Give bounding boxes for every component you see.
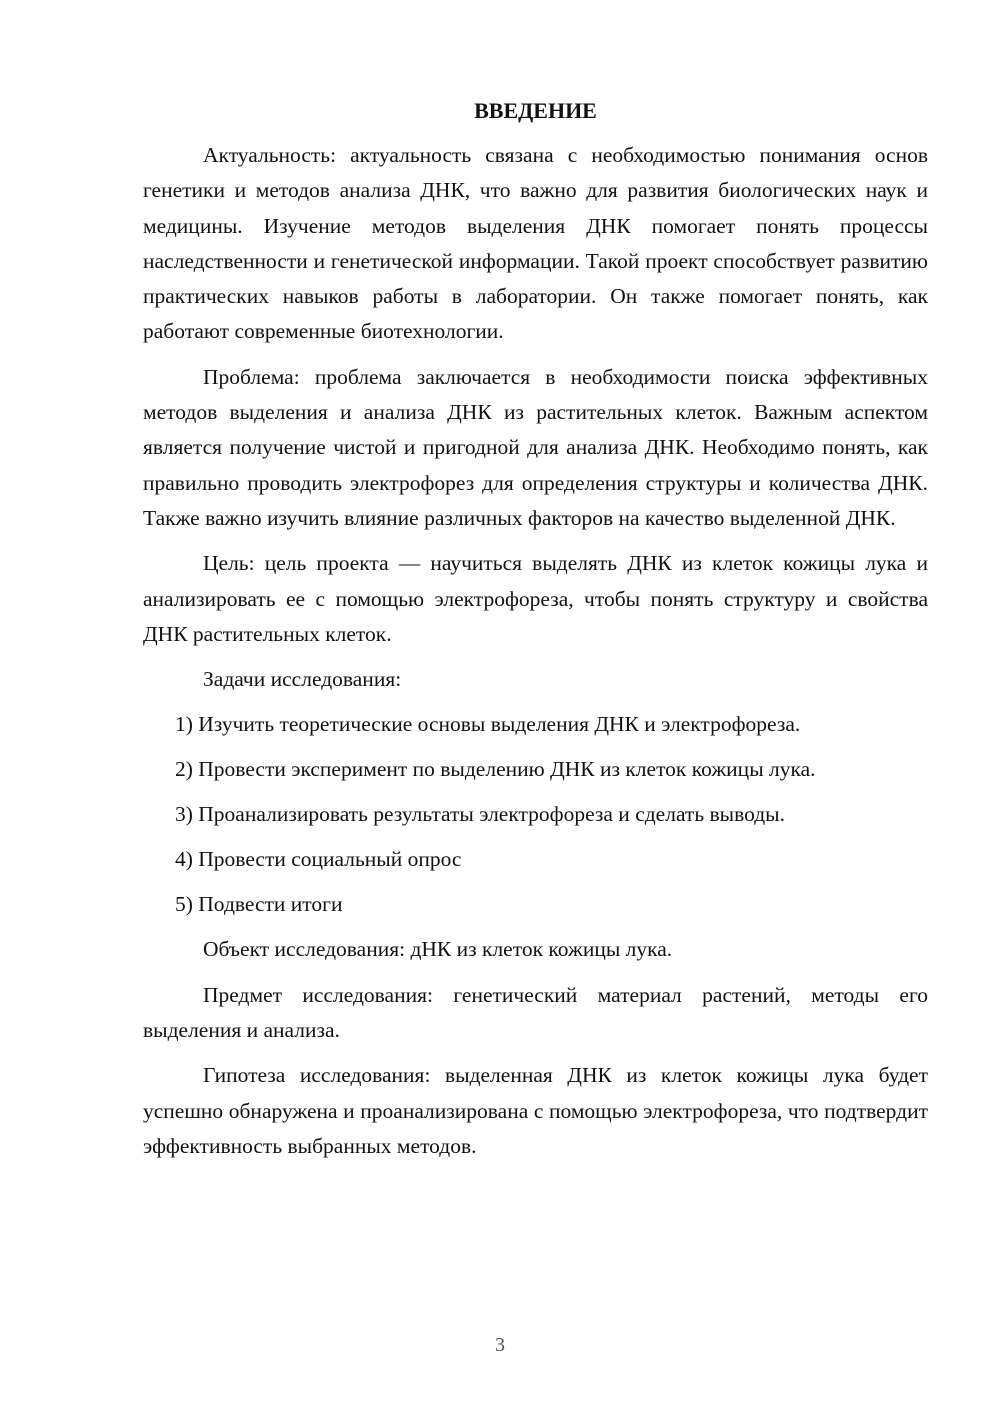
paragraph-problem: Проблема: проблема заключается в необходимости поиска эффективных методов выделения и анализа ДНК из растительных клеток. Важным аспектом является получение чистой и пригодной для анализа ДНК. Необходимо понять, как правильно проводить электрофорез для определения структуры и количества ДНК. Также важно изучить влияние различных факторов на качество выделенной ДНК.: [143, 364, 928, 530]
paragraph-hypothesis: Гипотеза исследования: выделенная ДНК из клеток кожицы лука будет успешно обнаружена и проанализирована с помощью электрофореза, что подтвердит эффективность выбранных методов.: [143, 1063, 928, 1158]
paragraph-object: Объект исследования: дНК из клеток кожицы лука.: [203, 937, 673, 962]
tasks-list: [143, 707, 928, 922]
list-item: 3) Проанализировать результаты электрофореза и сделать выводы.: [175, 802, 785, 827]
section-title: ВВЕДЕНИЕ: [474, 98, 597, 123]
list-item: 4) Провести социальный опрос: [175, 847, 462, 872]
page-number: 3: [495, 1334, 505, 1356]
list-item: 5) Подвести итоги: [175, 892, 343, 917]
paragraph-relevance: Актуальность: актуальность связана с необходимостью понимания основ генетики и методов анализа ДНК, что важно для развития биологических наук и медицины. Изучение методов выделения ДНК помогает понять процессы наследственности и генетической информации. Такой проект способствует развитию практических навыков работы в лаборатории. Он также помогает понять, как работают современные биотехнологии.: [143, 143, 928, 344]
tasks-heading: Задачи исследования:: [203, 667, 402, 692]
list-item: 1) Изучить теоретические основы выделения ДНК и электрофореза.: [175, 712, 801, 737]
paragraph-subject: Предмет исследования: генетический материал растений, методы его выделения и анализа.: [143, 982, 928, 1043]
paragraph-goal: Цель: цель проекта — научиться выделять ДНК из клеток кожицы лука и анализировать ее с помощью электрофореза, чтобы понять структуру и свойства ДНК растительных клеток.: [143, 551, 928, 646]
list-item: 2) Провести эксперимент по выделению ДНК из клеток кожицы лука.: [175, 757, 816, 782]
page-content: [143, 96, 928, 1164]
